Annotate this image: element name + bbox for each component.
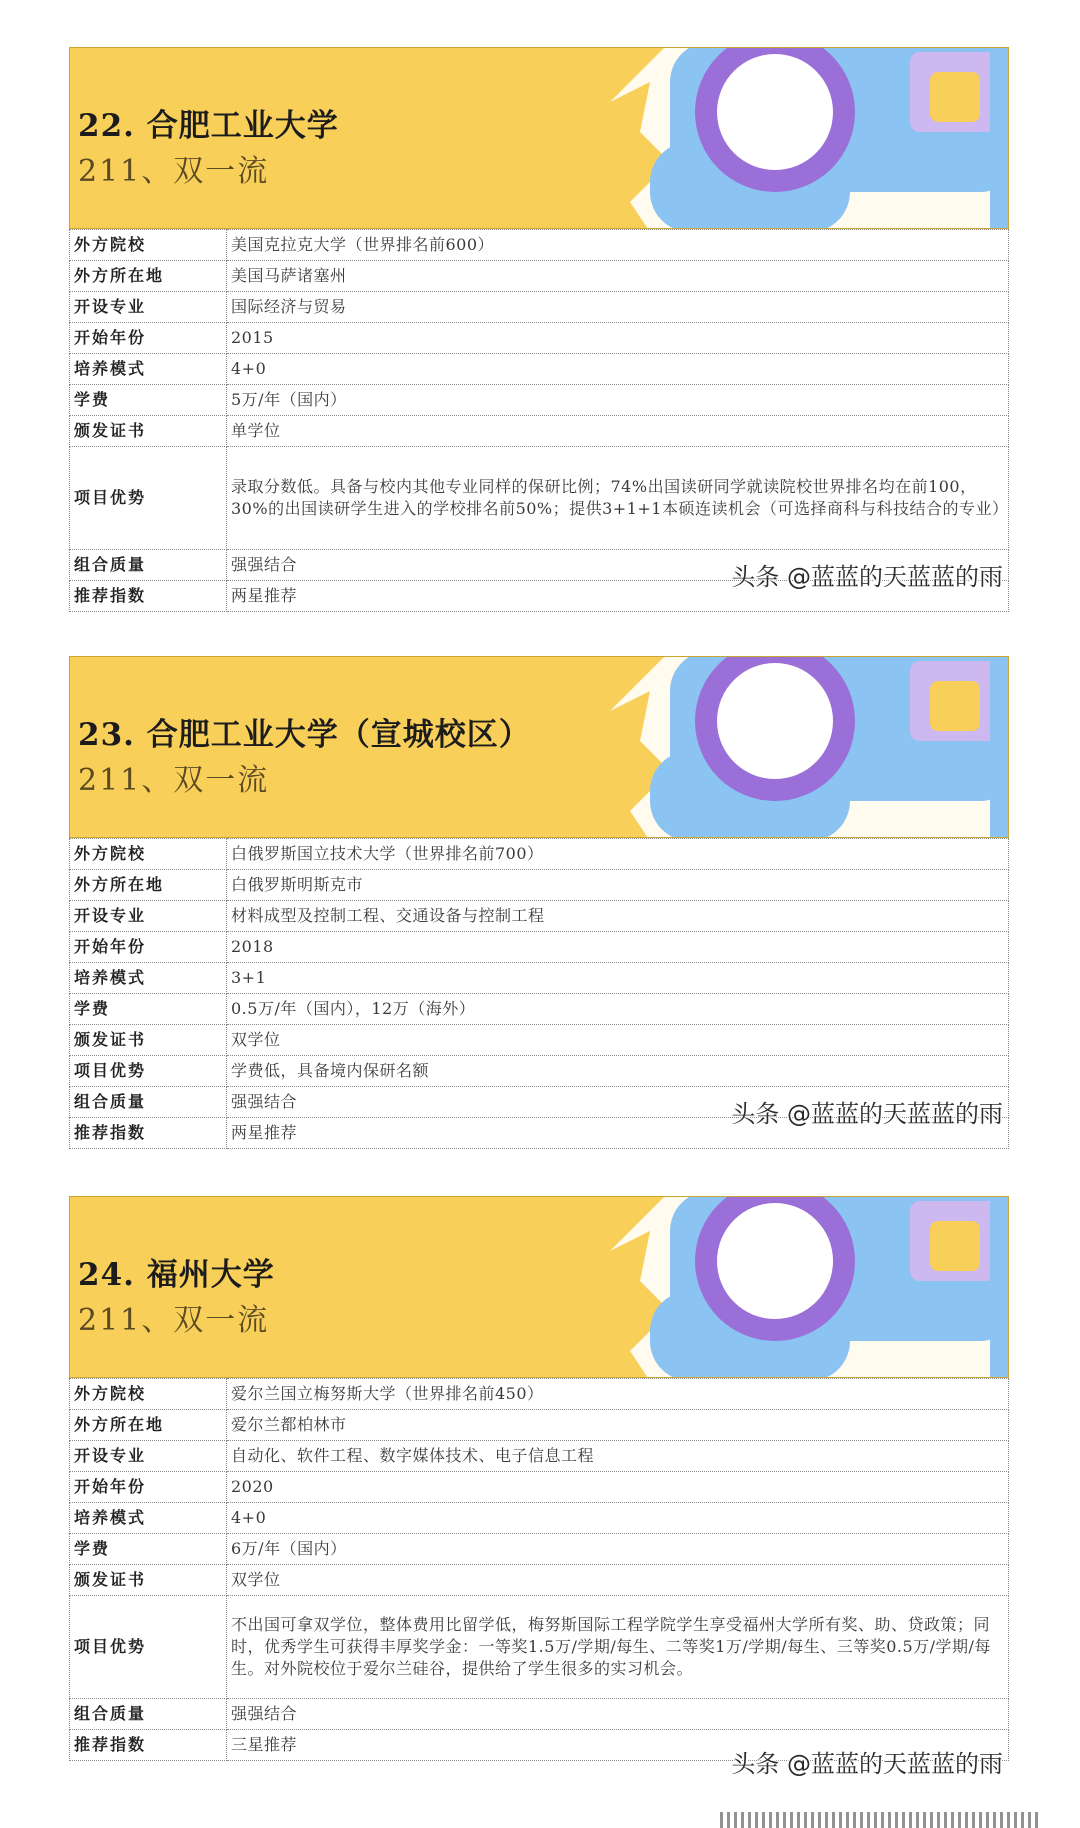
field-label: 培养模式 [70, 963, 227, 994]
field-label: 组合质量 [70, 1087, 227, 1118]
field-label: 外方院校 [70, 1379, 227, 1410]
field-value: 爱尔兰国立梅努斯大学（世界排名前450） [227, 1379, 1009, 1410]
program-info-table [69, 1378, 1009, 1761]
field-value: 不出国可拿双学位，整体费用比留学低，梅努斯国际工程学院学生享受福州大学所有奖、助、贷政策；同时，优秀学生可获得丰厚奖学金：一等奖1.5万/学期/每生、二等奖1万/学期/每生、三等奖0.5万/学期/每生。对外院校位于爱尔兰硅谷，提供给了学生很多的实习机会。 [227, 1596, 1009, 1699]
table-row [70, 1472, 1009, 1503]
field-label: 开设专业 [70, 292, 227, 323]
field-value: 两星推荐 [227, 1118, 1009, 1149]
table-row [70, 1056, 1009, 1087]
field-label: 推荐指数 [70, 581, 227, 612]
field-label: 开始年份 [70, 932, 227, 963]
table-row [70, 994, 1009, 1025]
field-value: 双学位 [227, 1025, 1009, 1056]
card-banner [69, 1196, 1009, 1378]
watermark: 头条 @蓝蓝的天蓝蓝的雨 [731, 1750, 1003, 1778]
table-row [70, 839, 1009, 870]
field-label: 外方院校 [70, 839, 227, 870]
field-value: 5万/年（国内） [227, 385, 1009, 416]
field-value: 爱尔兰都柏林市 [227, 1410, 1009, 1441]
university-title: 22. 合肥工业大学 [78, 108, 339, 144]
camera-illustration-icon [610, 47, 1009, 229]
university-title: 24. 福州大学 [78, 1257, 275, 1293]
field-value: 0.5万/年（国内），12万（海外） [227, 994, 1009, 1025]
card-banner [69, 47, 1009, 229]
field-value: 三星推荐 [227, 1730, 1009, 1761]
image-cut-artifact [720, 1812, 1040, 1828]
field-value: 3+1 [227, 963, 1009, 994]
field-label: 学费 [70, 385, 227, 416]
camera-illustration-icon [610, 1196, 1009, 1378]
watermark: 头条 @蓝蓝的天蓝蓝的雨 [731, 563, 1003, 591]
field-value: 6万/年（国内） [227, 1534, 1009, 1565]
table-row [70, 870, 1009, 901]
field-label: 学费 [70, 994, 227, 1025]
field-label: 项目优势 [70, 1056, 227, 1087]
table-row [70, 1565, 1009, 1596]
table-row [70, 1503, 1009, 1534]
field-label: 外方所在地 [70, 870, 227, 901]
field-label: 培养模式 [70, 354, 227, 385]
program-card-23 [69, 656, 1009, 1149]
table-row [70, 230, 1009, 261]
table-row [70, 385, 1009, 416]
table-row [70, 932, 1009, 963]
program-card-24 [69, 1196, 1009, 1778]
table-row [70, 447, 1009, 550]
table-row [70, 323, 1009, 354]
field-label: 项目优势 [70, 447, 227, 550]
table-row [70, 1379, 1009, 1410]
card-banner [69, 656, 1009, 838]
field-value: 白俄罗斯国立技术大学（世界排名前700） [227, 839, 1009, 870]
table-row [70, 261, 1009, 292]
table-row [70, 416, 1009, 447]
camera-illustration-icon [610, 656, 1009, 838]
table-row [70, 1441, 1009, 1472]
field-value: 国际经济与贸易 [227, 292, 1009, 323]
table-row [70, 1596, 1009, 1699]
university-tags: 211、双一流 [78, 763, 270, 798]
watermark: 头条 @蓝蓝的天蓝蓝的雨 [731, 1100, 1003, 1128]
field-value: 2015 [227, 323, 1009, 354]
field-label: 开始年份 [70, 1472, 227, 1503]
table-row [70, 1699, 1009, 1730]
field-label: 组合质量 [70, 1699, 227, 1730]
field-value: 美国马萨诸塞州 [227, 261, 1009, 292]
field-label: 培养模式 [70, 1503, 227, 1534]
field-label: 外方所在地 [70, 1410, 227, 1441]
field-label: 外方所在地 [70, 261, 227, 292]
field-label: 颁发证书 [70, 1025, 227, 1056]
university-tags: 211、双一流 [78, 154, 270, 189]
field-value: 录取分数低。具备与校内其他专业同样的保研比例；74%出国读研同学就读院校世界排名均在前100，30%的出国读研学生进入的学校排名前50%；提供3+1+1本硕连读机会（可选择商科与科技结合的专业） [227, 447, 1009, 550]
field-value: 自动化、软件工程、数字媒体技术、电子信息工程 [227, 1441, 1009, 1472]
field-value: 单学位 [227, 416, 1009, 447]
field-label: 开设专业 [70, 1441, 227, 1472]
field-label: 外方院校 [70, 230, 227, 261]
table-row [70, 354, 1009, 385]
field-value: 2018 [227, 932, 1009, 963]
university-title: 23. 合肥工业大学（宣城校区） [78, 717, 531, 753]
field-label: 开设专业 [70, 901, 227, 932]
field-label: 颁发证书 [70, 1565, 227, 1596]
university-tags: 211、双一流 [78, 1303, 270, 1338]
field-label: 项目优势 [70, 1596, 227, 1699]
field-value: 强强结合 [227, 1087, 1009, 1118]
table-row [70, 292, 1009, 323]
field-value: 强强结合 [227, 550, 1009, 581]
field-value: 两星推荐 [227, 581, 1009, 612]
field-value: 强强结合 [227, 1699, 1009, 1730]
table-row [70, 1534, 1009, 1565]
field-value: 美国克拉克大学（世界排名前600） [227, 230, 1009, 261]
field-value: 4+0 [227, 1503, 1009, 1534]
field-value: 双学位 [227, 1565, 1009, 1596]
table-row [70, 963, 1009, 994]
field-value: 白俄罗斯明斯克市 [227, 870, 1009, 901]
field-value: 学费低，具备境内保研名额 [227, 1056, 1009, 1087]
program-info-table [69, 229, 1009, 612]
table-row [70, 1025, 1009, 1056]
field-label: 学费 [70, 1534, 227, 1565]
program-card-22 [69, 47, 1009, 612]
field-value: 4+0 [227, 354, 1009, 385]
field-value: 材料成型及控制工程、交通设备与控制工程 [227, 901, 1009, 932]
field-label: 组合质量 [70, 550, 227, 581]
field-label: 开始年份 [70, 323, 227, 354]
field-label: 推荐指数 [70, 1730, 227, 1761]
table-row [70, 1410, 1009, 1441]
table-row [70, 901, 1009, 932]
field-label: 颁发证书 [70, 416, 227, 447]
field-label: 推荐指数 [70, 1118, 227, 1149]
field-value: 2020 [227, 1472, 1009, 1503]
